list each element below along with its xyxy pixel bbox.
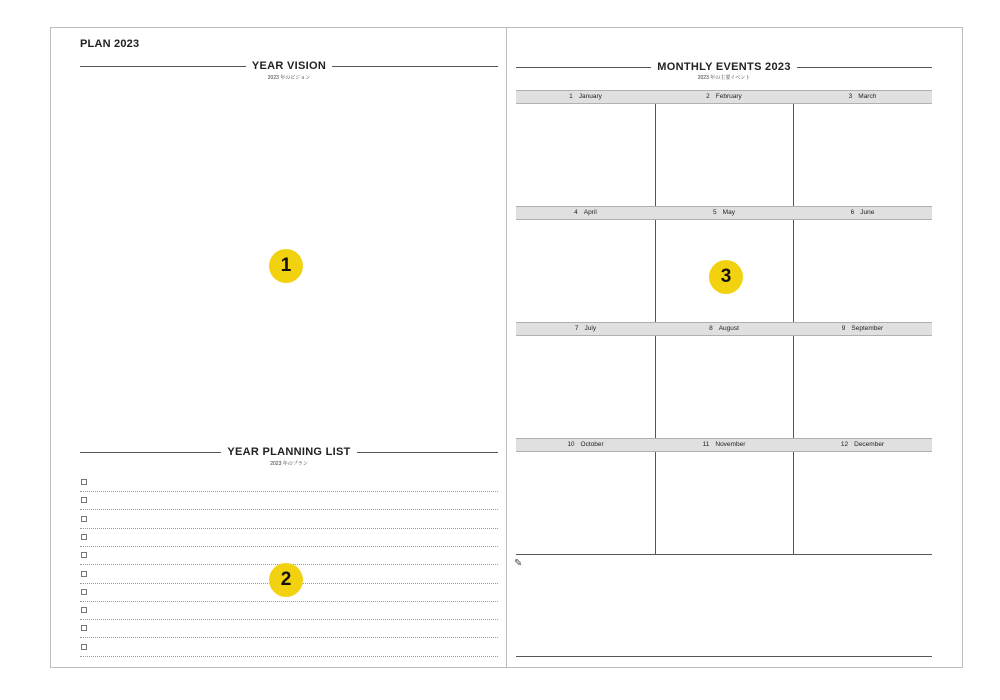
column-divider bbox=[793, 452, 794, 554]
year-vision-header bbox=[80, 60, 498, 72]
notes-bottom-rule bbox=[516, 656, 932, 657]
notes-top-rule bbox=[516, 554, 932, 555]
checklist-row[interactable] bbox=[80, 602, 498, 620]
month-header bbox=[655, 206, 793, 220]
plan-label: PLAN 2023 bbox=[80, 38, 140, 50]
month-header bbox=[655, 438, 793, 452]
page-divider bbox=[506, 27, 507, 668]
column-divider bbox=[655, 104, 656, 206]
checklist-row[interactable] bbox=[80, 511, 498, 529]
checkbox[interactable] bbox=[81, 534, 87, 540]
month-cell[interactable] bbox=[793, 206, 932, 322]
month-name: October bbox=[580, 441, 604, 448]
month-name: December bbox=[854, 441, 885, 448]
month-number: 4 bbox=[574, 209, 578, 216]
title-rule bbox=[516, 67, 651, 68]
month-header bbox=[516, 438, 655, 452]
column-divider bbox=[655, 336, 656, 438]
monthly-calendar-grid bbox=[516, 90, 932, 554]
checkbox[interactable] bbox=[81, 607, 87, 613]
month-cell[interactable] bbox=[793, 90, 932, 206]
month-name: August bbox=[718, 325, 739, 332]
title-rule bbox=[797, 67, 932, 68]
title-rule bbox=[332, 66, 498, 67]
title-rule bbox=[80, 66, 246, 67]
callout-badge-1: 1 bbox=[269, 249, 303, 283]
month-cell[interactable] bbox=[516, 438, 655, 554]
month-number: 8 bbox=[709, 325, 713, 332]
title-rule bbox=[357, 452, 498, 453]
month-name: January bbox=[578, 93, 602, 100]
column-divider bbox=[655, 220, 656, 322]
column-divider bbox=[793, 104, 794, 206]
checkbox[interactable] bbox=[81, 479, 87, 485]
month-name: May bbox=[722, 209, 735, 216]
month-header bbox=[516, 322, 655, 336]
month-cell[interactable] bbox=[516, 322, 655, 438]
year-vision-subtitle: 2023 年のビジョン bbox=[267, 75, 311, 81]
checkbox[interactable] bbox=[81, 644, 87, 650]
checklist-row[interactable] bbox=[80, 529, 498, 547]
checkbox[interactable] bbox=[81, 552, 87, 558]
month-number: 11 bbox=[702, 441, 710, 448]
checklist-row[interactable] bbox=[80, 474, 498, 492]
monthly-events-header bbox=[516, 61, 932, 73]
month-header bbox=[793, 322, 932, 336]
month-name: February bbox=[715, 93, 742, 100]
month-name: March bbox=[858, 93, 877, 100]
checkbox[interactable] bbox=[81, 625, 87, 631]
monthly-events-subtitle: 2023 年の主要イベント bbox=[697, 75, 751, 81]
month-header bbox=[793, 206, 932, 220]
month-header bbox=[655, 90, 793, 104]
checkbox[interactable] bbox=[81, 571, 87, 577]
month-cell[interactable] bbox=[655, 438, 793, 554]
calendar-row bbox=[516, 438, 932, 554]
month-header bbox=[793, 90, 932, 104]
month-header bbox=[516, 90, 655, 104]
year-planning-list-subtitle: 2023 年のプラン bbox=[270, 461, 308, 467]
checkbox[interactable] bbox=[81, 516, 87, 522]
monthly-events-title: MONTHLY EVENTS 2023 bbox=[657, 61, 791, 73]
checklist-row[interactable] bbox=[80, 639, 498, 657]
title-rule bbox=[80, 452, 221, 453]
calendar-row bbox=[516, 90, 932, 206]
column-divider bbox=[793, 220, 794, 322]
year-vision-title: YEAR VISION bbox=[251, 60, 327, 72]
calendar-row bbox=[516, 322, 932, 438]
month-number: 5 bbox=[713, 209, 717, 216]
year-planning-list-title: YEAR PLANNING LIST bbox=[227, 446, 351, 458]
column-divider bbox=[655, 452, 656, 554]
month-header bbox=[516, 206, 655, 220]
checklist-row[interactable] bbox=[80, 492, 498, 510]
month-name: July bbox=[584, 325, 597, 332]
month-cell[interactable] bbox=[655, 90, 793, 206]
month-cell[interactable] bbox=[516, 206, 655, 322]
pencil-icon: ✎ bbox=[514, 558, 523, 569]
month-number: 10 bbox=[567, 441, 575, 448]
callout-badge-2: 2 bbox=[269, 563, 303, 597]
checklist-row[interactable] bbox=[80, 620, 498, 638]
month-number: 1 bbox=[569, 93, 573, 100]
month-number: 3 bbox=[848, 93, 853, 100]
callout-badge-3: 3 bbox=[709, 260, 743, 294]
month-cell[interactable] bbox=[655, 322, 793, 438]
month-cell[interactable] bbox=[516, 90, 655, 206]
checkbox[interactable] bbox=[81, 589, 87, 595]
month-number: 7 bbox=[574, 325, 579, 332]
month-name: April bbox=[583, 209, 597, 216]
month-header bbox=[793, 438, 932, 452]
month-cell[interactable] bbox=[793, 322, 932, 438]
month-number: 2 bbox=[706, 93, 710, 100]
month-number: 12 bbox=[840, 441, 849, 448]
month-number: 6 bbox=[850, 209, 855, 216]
year-planning-list-header bbox=[80, 446, 498, 458]
month-header bbox=[655, 322, 793, 336]
month-cell[interactable] bbox=[793, 438, 932, 554]
column-divider bbox=[793, 336, 794, 438]
month-name: November bbox=[715, 441, 746, 448]
month-name: June bbox=[860, 209, 875, 216]
month-number: 9 bbox=[841, 325, 846, 332]
month-name: September bbox=[851, 325, 884, 332]
checkbox[interactable] bbox=[81, 497, 87, 503]
